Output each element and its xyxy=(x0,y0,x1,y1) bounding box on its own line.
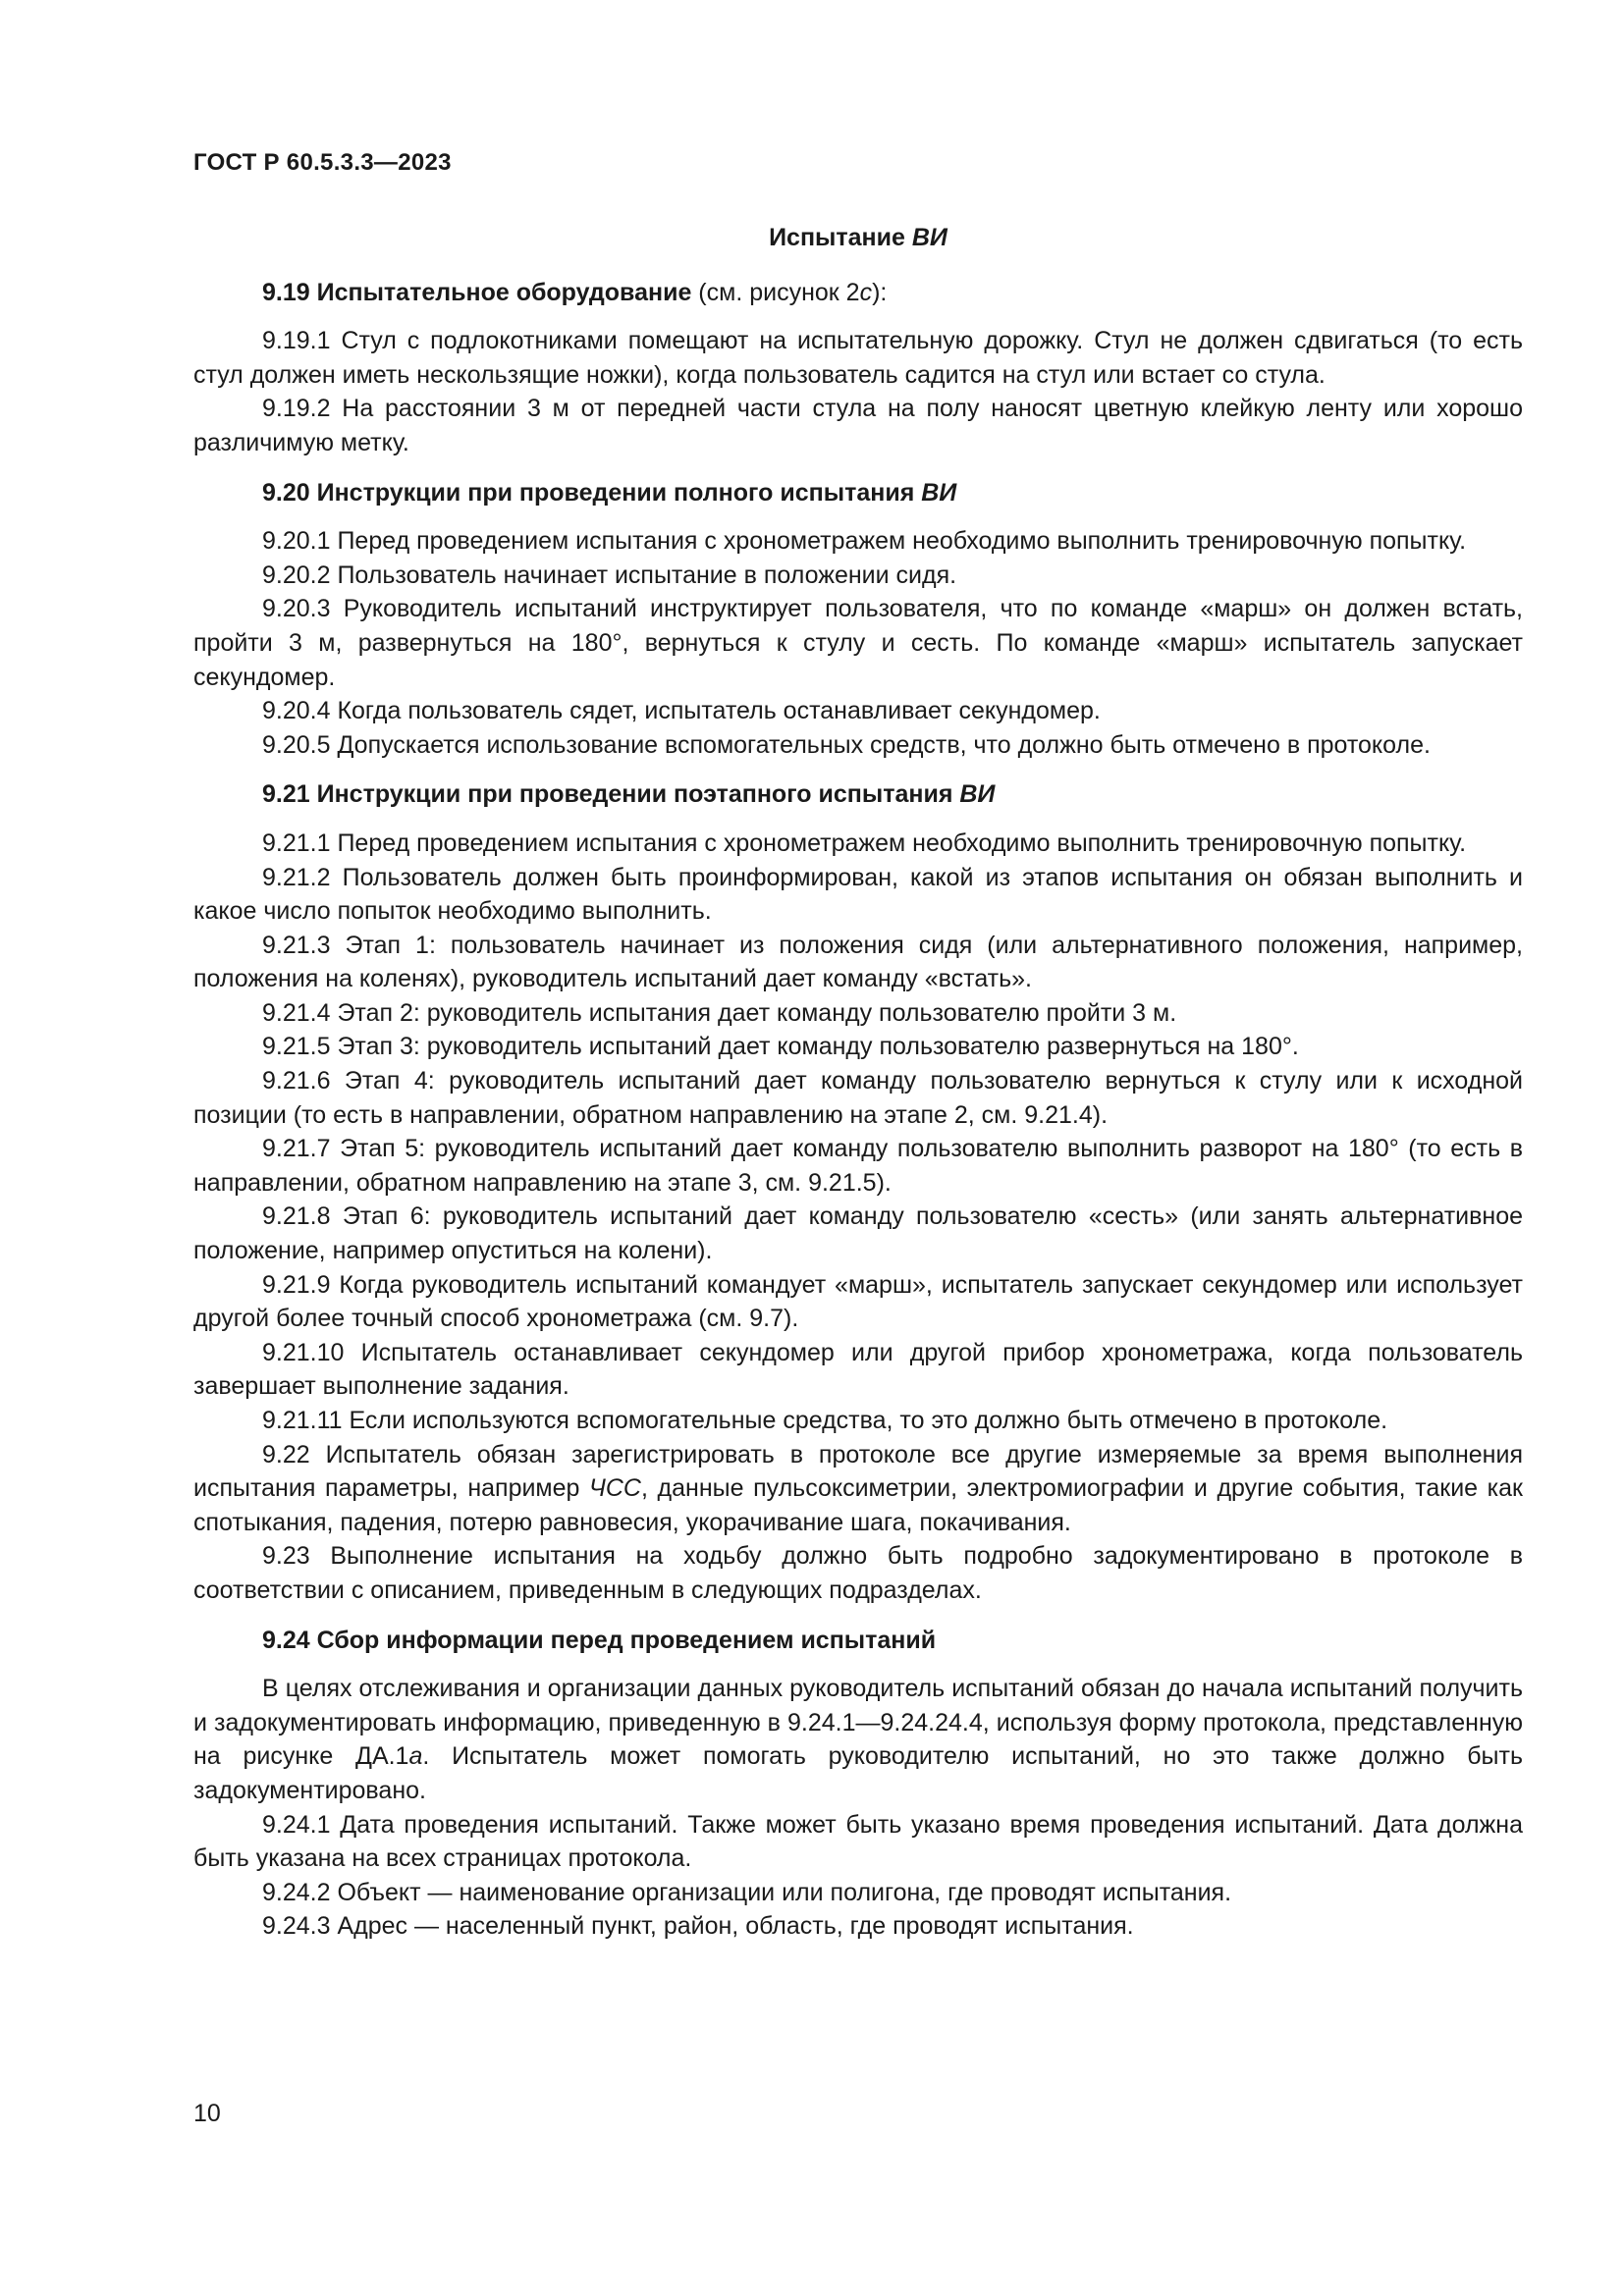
heading-9-19 xyxy=(193,276,1523,310)
paragraph-9-20-3: 9.20.3 Руководитель испытаний инструктирует пользователя, что по команде «марш» он должен встать, пройти 3 м, развернуться на 180°, вернуться к стулу и сесть. По команде «марш» испытатель запускает секундомер. xyxy=(193,595,1523,691)
paragraph-9-20-5: 9.20.5 Допускается использование вспомогательных средств, что должно быть отмечено в протоколе. xyxy=(262,730,1431,759)
section-title xyxy=(193,221,1523,255)
section-title-italic: ВИ xyxy=(911,224,947,251)
paragraph-9-21-5: 9.21.5 Этап 3: руководитель испытаний дает команду пользователю развернуться на 180°. xyxy=(262,1033,1299,1061)
heading-9-19-bold: 9.19 Испытательное оборудование xyxy=(262,278,692,306)
paragraph-9-19-2: 9.19.2 На расстоянии 3 м от передней части стула на полу наносят цветную клейкую ленту или хорошо различимую метку. xyxy=(193,395,1523,456)
section-title-text: Испытание xyxy=(769,224,912,251)
paragraph-9-21-3: 9.21.3 Этап 1: пользователь начинает из положения сидя (или альтернативного положения, например, положения на коленях), руководитель испытаний дает команду «встать». xyxy=(193,931,1523,993)
paragraph-9-24-2: 9.24.2 Объект — наименование организации или полигона, где проводят испытания. xyxy=(262,1878,1232,1906)
paragraph-9-21-2: 9.21.2 Пользователь должен быть проинформирован, какой из этапов испытания он обязан выполнить и какое число попыток необходимо выполнить. xyxy=(193,863,1523,926)
heading-9-19-rest: (см. рисунок 2с): xyxy=(691,278,888,306)
document-body xyxy=(193,221,1523,1944)
paragraph-9-21-9: 9.21.9 Когда руководитель испытаний командует «марш», испытатель запускает секундомер или использует другой более точный способ хронометража (см. 9.7). xyxy=(193,1270,1523,1333)
paragraph-9-19-1: 9.19.1 Стул с подлокотниками помещают на испытательную дорожку. Стул не должен сдвигаться (то есть стул должен иметь нескользящие ножки), когда пользователь садится на стул или встает со стула. xyxy=(193,327,1523,389)
paragraph-9-21-8: 9.21.8 Этап 6: руководитель испытаний дает команду пользователю «сесть» (или занять альтернативное положение, например опуститься на колени). xyxy=(193,1202,1523,1265)
paragraph-9-21-6: 9.21.6 Этап 4: руководитель испытаний дает команду пользователю вернуться к стулу или к исходной позиции (то есть в направлении, обратном направлению на этапе 2, см. 9.21.4). xyxy=(193,1067,1523,1129)
heading-9-24: 9.24 Сбор информации перед проведением испытаний xyxy=(262,1626,937,1654)
paragraph-9-21-4: 9.21.4 Этап 2: руководитель испытания дает команду пользователю пройти 3 м. xyxy=(262,998,1177,1027)
paragraph-9-21-10: 9.21.10 Испытатель останавливает секундомер или другой прибор хронометража, когда пользователь завершает выполнение задания. xyxy=(193,1338,1523,1401)
heading-9-20: 9.20 Инструкции при проведении полного испытания ВИ xyxy=(262,478,957,507)
paragraph-9-24-intro: В целях отслеживания и организации данных руководитель испытаний обязан до начала испытаний получить и задокументировать информацию, приведенную в 9.24.1—9.24.24.4, используя форму протокола, представленную на рисунке ДА.1а. Испытатель может помогать руководителю испытаний, но это также должно быть задокументировано. xyxy=(193,1675,1523,1804)
paragraph-9-24-1: 9.24.1 Дата проведения испытаний. Также может быть указано время проведения испытаний. Дата должна быть указана на всех страницах протокола. xyxy=(193,1810,1523,1873)
paragraph-9-21-7: 9.21.7 Этап 5: руководитель испытаний дает команду пользователю выполнить разворот на 180° (то есть в направлении, обратном направлению на этапе 3, см. 9.21.5). xyxy=(193,1135,1523,1197)
paragraph-9-21-1: 9.21.1 Перед проведением испытания с хронометражем необходимо выполнить тренировочную попытку. xyxy=(262,828,1467,857)
heading-9-21: 9.21 Инструкции при проведении поэтапного испытания ВИ xyxy=(262,780,996,809)
paragraph-9-21-11: 9.21.11 Если используются вспомогательные средства, то это должно быть отмечено в протоколе. xyxy=(262,1407,1388,1434)
document-code: ГОСТ Р 60.5.3.3—2023 xyxy=(193,149,452,176)
paragraph-9-20-2: 9.20.2 Пользователь начинает испытание в положении сидя. xyxy=(262,561,957,589)
paragraph-9-24-3: 9.24.3 Адрес — населенный пункт, район, область, где проводят испытания. xyxy=(262,1912,1134,1941)
paragraph-9-20-1: 9.20.1 Перед проведением испытания с хронометражем необходимо выполнить тренировочную попытку. xyxy=(262,527,1467,556)
paragraph-9-22: 9.22 Испытатель обязан зарегистрировать в протоколе все другие измеряемые за время выполнения испытания параметры, например ЧСС, данные пульсоксиметрии, электромиографии и другие события, такие как спотыкания, падения, потерю равновесия, укорачивание шага, покачивания. xyxy=(193,1440,1523,1536)
paragraph-9-20-4: 9.20.4 Когда пользователь сядет, испытатель останавливает секундомер. xyxy=(262,697,1101,725)
paragraph-9-23: 9.23 Выполнение испытания на ходьбу должно быть подробно задокументировано в протоколе в соответствии с описанием, приведенным в следующих подразделах. xyxy=(193,1542,1523,1604)
page-number: 10 xyxy=(193,2100,221,2127)
